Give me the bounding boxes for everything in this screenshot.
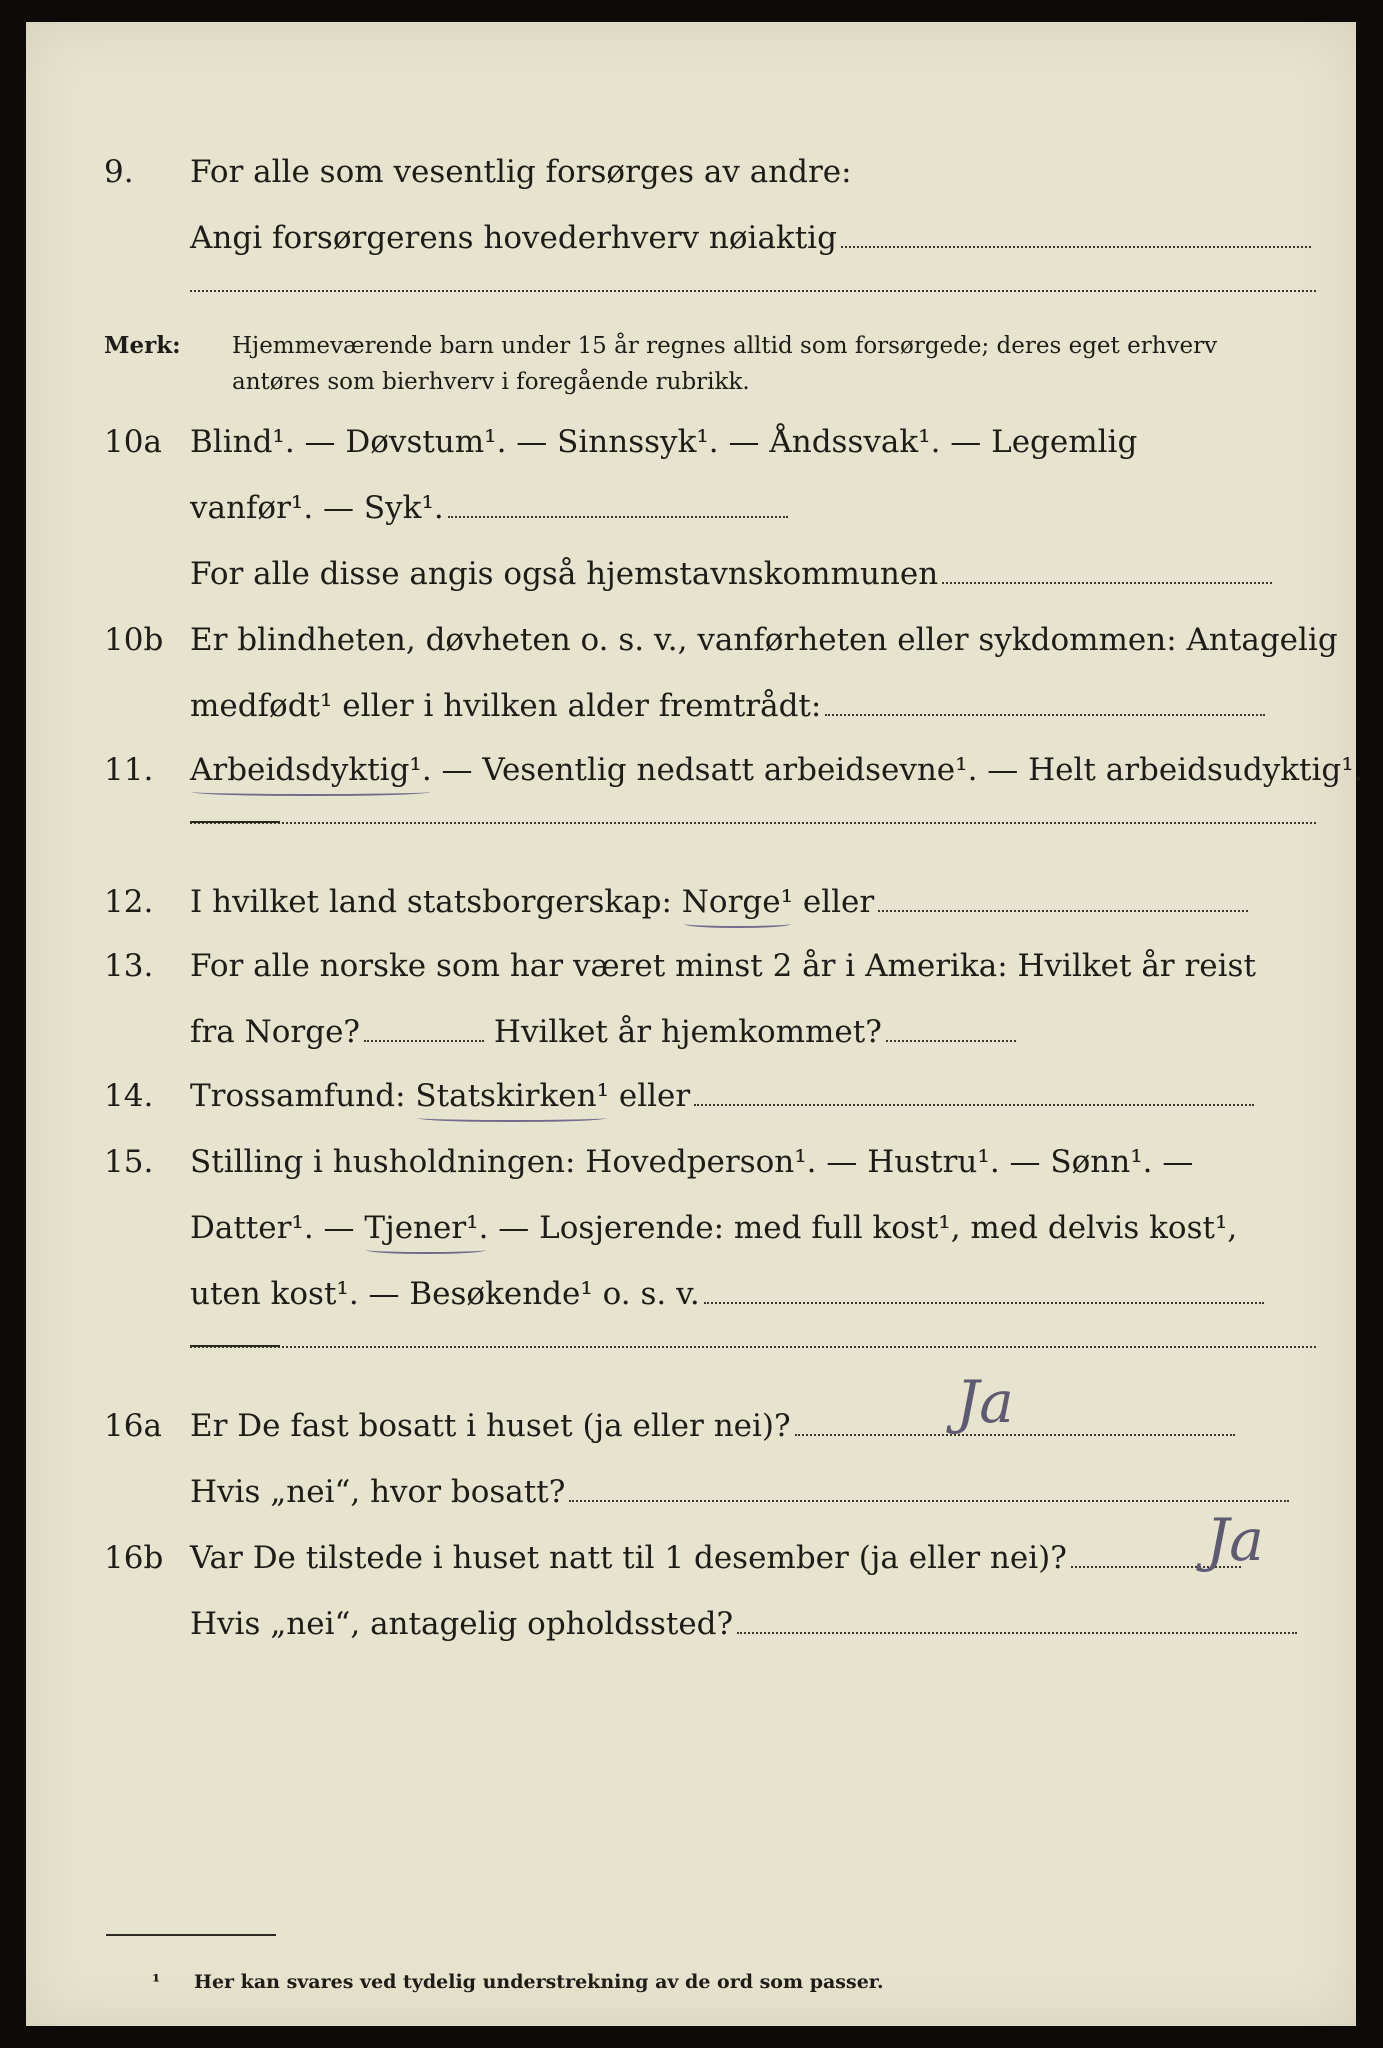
q10b-answer-line (825, 699, 1265, 717)
q10a-text-2: vanfør¹. — Syk¹. (190, 490, 444, 526)
q16b-text-1: Var De tilstede i huset natt til 1 desember (ja eller nei)? (190, 1540, 1067, 1576)
q16a-text-2: Hvis „nei“, hvor bosatt? (190, 1474, 566, 1510)
q15-text-2-post: — Losjerende: med full kost¹, med delvis kost¹, (488, 1210, 1238, 1246)
q10a-field-kommune[interactable] (190, 554, 1316, 594)
census-form-page (26, 22, 1364, 2026)
q10b-text-1: Er blindheten, døvheten o. s. v., vanførheten eller sykdommen: Antagelig (190, 622, 1338, 658)
q16b-field[interactable] (190, 1538, 1316, 1578)
q10a-field-syk[interactable] (190, 488, 1316, 528)
q16a-bosatt-line (569, 1485, 1289, 1503)
q16b-handwritten-answer: Ja (1206, 1506, 1264, 1574)
q10a-syk-line (448, 501, 788, 519)
q16a-number: 16a (104, 1408, 162, 1444)
footnote-mark: ¹ (152, 1971, 161, 1993)
q16b-number: 16b (104, 1540, 164, 1576)
q10b-text-2: medfødt¹ eller i hvilken alder fremtrådt: (190, 688, 822, 724)
q11-number: 11. (104, 752, 154, 788)
merk-label: Merk: (104, 332, 181, 359)
q16a-field[interactable] (190, 1406, 1316, 1446)
q13-number: 13. (104, 948, 154, 984)
q12-number: 12. (104, 884, 154, 920)
q12-text-pre: I hvilket land statsborgerskap: (190, 884, 682, 920)
q13-hjemkommet-line (886, 1025, 1016, 1043)
q15-underlined-choice: Tjener¹. (364, 1210, 489, 1246)
q16b-opholdssted-line (737, 1617, 1297, 1635)
merk-text-2: antøres som bierhverv i foregående rubrikk. (232, 369, 750, 395)
q15-number: 15. (104, 1144, 154, 1180)
q10a-text-1: Blind¹. — Døvstum¹. — Sinnssyk¹. — Åndssvak¹. — Legemlig (190, 424, 1138, 460)
q16b-field-2[interactable] (190, 1604, 1316, 1644)
q13-text-1: For alle norske som har været minst 2 år i Amerika: Hvilket år reist (190, 948, 1256, 984)
q10a-number: 10a (104, 424, 162, 460)
q15-text-2-pre: Datter¹. — (190, 1210, 365, 1246)
q16a-field-2[interactable] (190, 1472, 1316, 1512)
footnote-text: Her kan svares ved tydelig understrekning av de ord som passer. (194, 1971, 884, 1993)
q12-text-post: eller (793, 884, 875, 920)
q9-text-2: Angi forsørgerens hovederhverv nøiaktig (190, 220, 837, 256)
q14-answer-line (694, 1089, 1254, 1107)
q15-field[interactable] (190, 1274, 1316, 1314)
q9-text-1: For alle som vesentlig forsørges av andre: (190, 154, 852, 190)
q14-field[interactable] (190, 1076, 1316, 1116)
q16a-text-1: Er De fast bosatt i huset (ja eller nei)? (190, 1408, 791, 1444)
q10a-kommune-line (942, 567, 1272, 585)
q14-text-pre: Trossamfund: (190, 1078, 416, 1114)
q16a-answer-line (795, 1419, 1235, 1437)
q11-rule (190, 822, 1316, 824)
q10a-text-3: For alle disse angis også hjemstavnskommunen (190, 556, 939, 592)
q14-underlined-choice: Statskirken¹ (415, 1078, 609, 1114)
q9-number: 9. (104, 154, 134, 190)
q16b-text-2: Hvis „nei“, antagelig opholdssted? (190, 1606, 734, 1642)
q12-underlined-choice: Norge¹ (681, 884, 794, 920)
q15-text-1: Stilling i husholdningen: Hovedperson¹. — Hustru¹. — Sønn¹. — (190, 1144, 1194, 1180)
q15-rule (190, 1346, 1316, 1348)
q10b-field[interactable] (190, 686, 1316, 726)
q13-text-2a: fra Norge? (190, 1014, 361, 1050)
q13-text-2b: Hvilket år hjemkommet? (493, 1014, 882, 1050)
q15-options[interactable] (190, 1208, 1316, 1248)
q15-answer-line (704, 1287, 1264, 1305)
q9-answer-line (841, 231, 1311, 249)
q15-text-3: uten kost¹. — Besøkende¹ o. s. v. (190, 1276, 700, 1312)
q11-underlined-choice: Arbeidsdyktig¹. (190, 752, 432, 788)
q16a-handwritten-answer: Ja (956, 1368, 1014, 1436)
q11-options[interactable] (190, 750, 1364, 790)
footnote-rule (106, 1934, 276, 1936)
q9-field[interactable] (190, 218, 1316, 258)
q10b-number: 10b (104, 622, 164, 658)
q14-number: 14. (104, 1078, 154, 1114)
merk-text-1: Hjemmeværende barn under 15 år regnes alltid som forsørgede; deres eget erhverv (232, 333, 1218, 359)
q11-text: — Vesentlig nedsatt arbeidsevne¹. — Helt arbeidsudyktig¹. (431, 752, 1364, 788)
q14-text-post: eller (609, 1078, 691, 1114)
q12-field[interactable] (190, 882, 1316, 922)
q13-fields[interactable] (190, 1012, 1316, 1052)
q9-rule (190, 290, 1316, 292)
q13-reist-line (364, 1025, 484, 1043)
q12-answer-line (878, 895, 1248, 913)
